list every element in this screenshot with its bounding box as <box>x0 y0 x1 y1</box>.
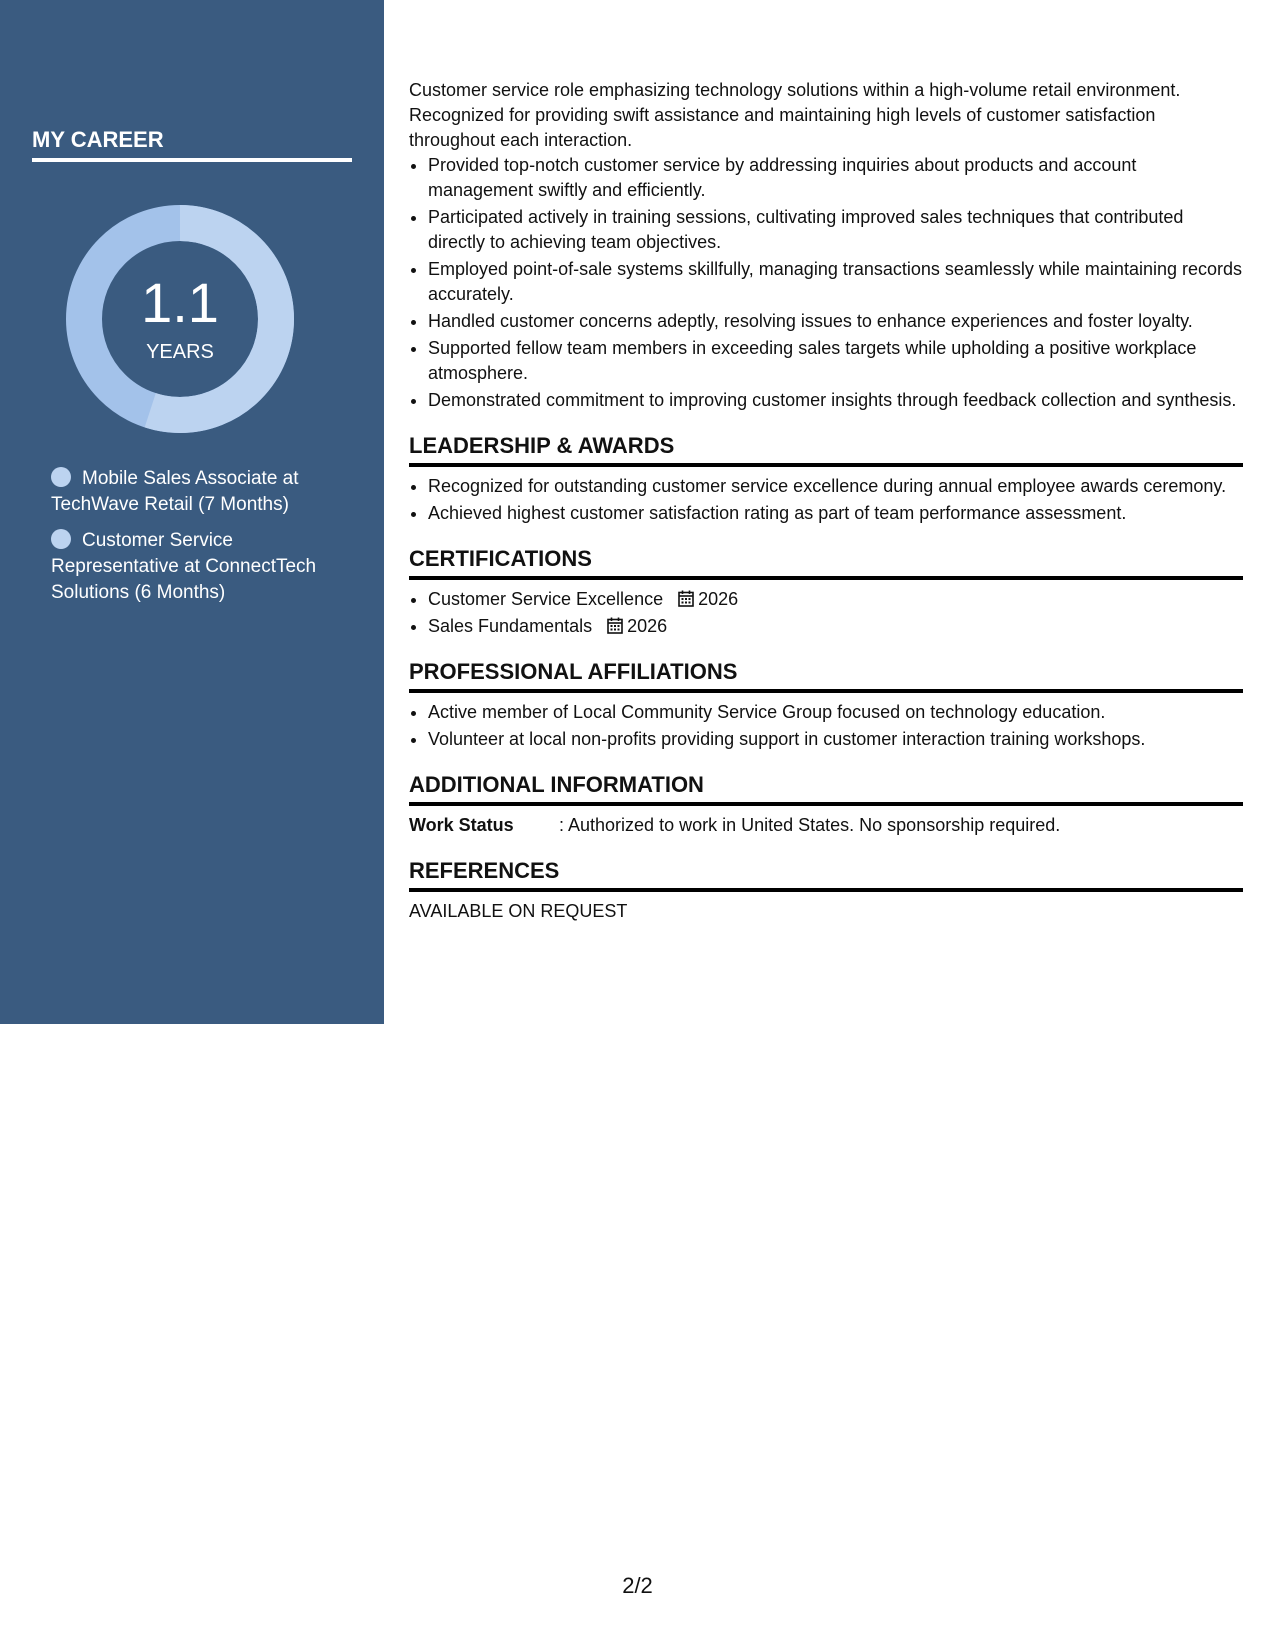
career-item-text: Customer Service Representative at ConnectTech Solutions (6 Months) <box>51 530 317 603</box>
experience-bullet: • Supported fellow team members in exceeding sales targets while upholding a positive workplace atmosphere. <box>428 336 1243 386</box>
career-item-text: Mobile Sales Associate at TechWave Retail (7 Months) <box>51 468 299 515</box>
references-section-title: REFERENCES <box>409 858 560 883</box>
certification-year: 2026 <box>698 589 739 609</box>
experience-bullet: • Demonstrated commitment to improving customer insights through feedback collection and synthesis. <box>428 388 1243 413</box>
section-divider <box>409 888 1243 892</box>
sidebar-title-divider <box>32 158 352 162</box>
bullet-dot-icon <box>51 529 71 549</box>
additional-info-section-title: ADDITIONAL INFORMATION <box>409 772 704 797</box>
experience-bullet: • Employed point-of-sale systems skillfully, managing transactions seamlessly while maintaining records accurately. <box>428 257 1243 307</box>
bullet-dot-icon <box>51 467 71 487</box>
work-status-value: : Authorized to work in United States. No sponsorship required. <box>559 815 1061 835</box>
experience-years-value: 1.1 <box>141 271 219 334</box>
section-divider <box>409 802 1243 806</box>
sidebar-title: MY CAREER <box>32 127 164 152</box>
certification-item <box>428 614 1243 639</box>
work-status-row <box>409 813 1243 838</box>
section-divider <box>409 576 1243 580</box>
section-divider <box>409 463 1243 467</box>
affiliations-list <box>409 700 1243 752</box>
calendar-icon <box>678 590 694 607</box>
section-divider <box>409 689 1243 693</box>
experience-bullets <box>409 153 1243 413</box>
page-number: 2/2 <box>622 1573 653 1598</box>
certifications-list <box>409 587 1243 639</box>
leadership-item: • Recognized for outstanding customer service excellence during annual employee awards ceremony. <box>428 474 1243 499</box>
experience-years-unit: YEARS <box>146 341 214 363</box>
experience-bullet: • Provided top-notch customer service by addressing inquiries about products and account management swiftly and efficiently. <box>428 153 1243 203</box>
experience-bullet: • Participated actively in training sessions, cultivating improved sales techniques that contributed directly to achieving team objectives. <box>428 205 1243 255</box>
affiliation-item: • Active member of Local Community Service Group focused on technology education. <box>428 700 1243 725</box>
calendar-icon <box>607 617 623 634</box>
certification-item <box>428 587 1243 612</box>
certifications-section-title: CERTIFICATIONS <box>409 546 592 571</box>
experience-summary: Customer service role emphasizing technology solutions within a high-volume retail environment. Recognized for providing swift assistance and maintaining high levels of customer satisfaction throughout each interaction. <box>409 80 1181 150</box>
affiliation-item: • Volunteer at local non-profits providing support in customer interaction training workshops. <box>428 727 1243 752</box>
work-status-label: Work Status <box>409 815 514 835</box>
leadership-item: • Achieved highest customer satisfaction rating as part of team performance assessment. <box>428 501 1243 526</box>
references-text: AVAILABLE ON REQUEST <box>409 901 628 921</box>
main-content <box>409 78 1243 924</box>
career-item <box>51 528 331 606</box>
experience-bullet: • Handled customer concerns adeptly, resolving issues to enhance experiences and foster loyalty. <box>428 309 1243 334</box>
career-list <box>51 466 331 616</box>
leadership-section-title: LEADERSHIP & AWARDS <box>409 433 675 458</box>
certification-year: 2026 <box>627 616 668 636</box>
sidebar <box>0 0 384 1024</box>
experience-donut <box>66 205 294 433</box>
certification-name: Sales Fundamentals <box>428 616 593 636</box>
certification-name: Customer Service Excellence <box>428 589 664 609</box>
affiliations-section-title: PROFESSIONAL AFFILIATIONS <box>409 659 738 684</box>
leadership-list <box>409 474 1243 526</box>
career-item <box>51 466 331 518</box>
